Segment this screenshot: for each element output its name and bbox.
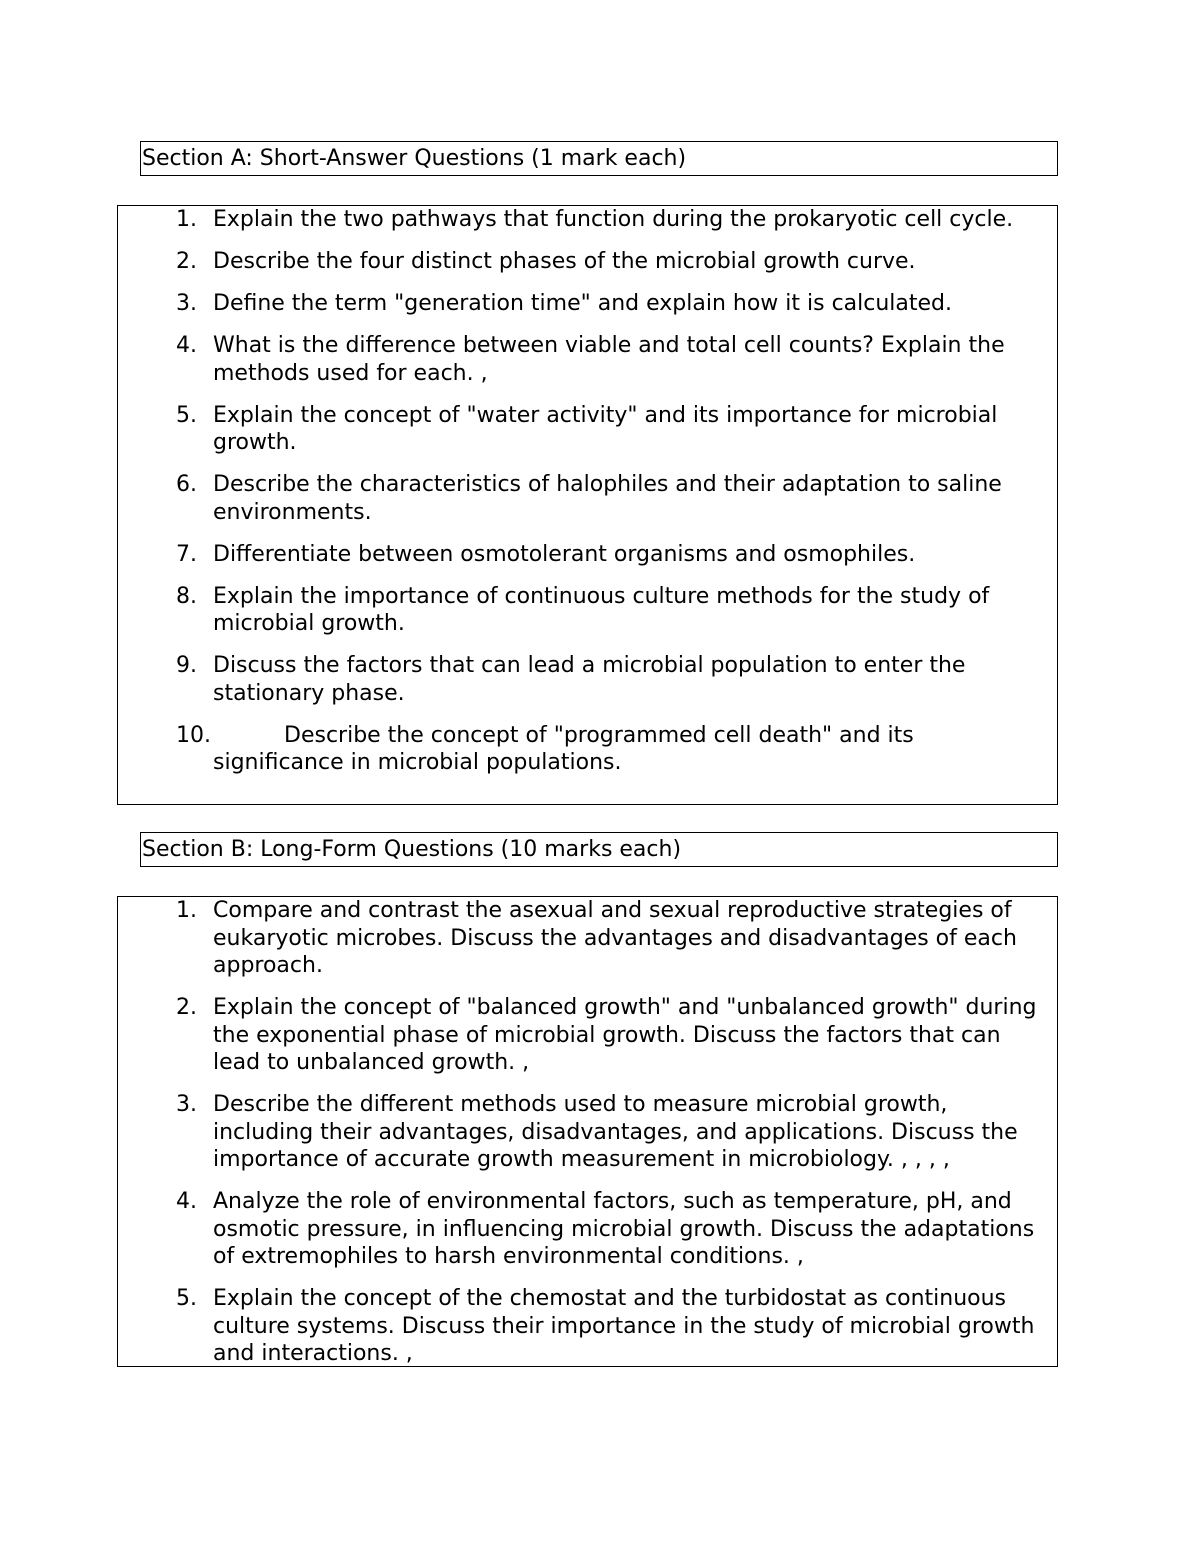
question-number: 8. [176, 583, 197, 609]
question-text: Compare and contrast the asexual and sexual reproductive strategies of eukaryotic microbes. Discuss the advantages and disadvantages of each approach. [213, 898, 1017, 978]
section-a-questions [117, 205, 1058, 805]
question-number: 10. [176, 722, 211, 748]
question-item [118, 332, 1057, 387]
question-text: Describe the concept of "programmed cell death" and its significance in microbial populations. [213, 722, 914, 775]
question-number: 9. [176, 653, 197, 678]
question-item [118, 583, 1057, 638]
question-text: Define the term "generation time" and explain how it is calculated. [213, 291, 953, 316]
question-number: 6. [176, 472, 197, 497]
question-number: 7. [176, 541, 197, 567]
question-item [118, 1188, 1057, 1271]
question-number: 5. [176, 1286, 197, 1311]
question-number: 5. [176, 402, 197, 428]
question-number: 1. [176, 207, 197, 232]
question-number: 2. [176, 995, 197, 1020]
question-text: Differentiate between osmotolerant organisms and osmophiles. [213, 541, 916, 567]
question-text: Explain the importance of continuous culture methods for the study of microbial growth. [213, 583, 990, 636]
question-text: Describe the four distinct phases of the microbial growth curve. [213, 249, 916, 274]
question-number: 3. [176, 1092, 197, 1117]
question-number: 2. [176, 249, 197, 274]
question-item [118, 652, 1057, 707]
question-text: Explain the concept of "water activity" and its importance for microbial growth. [213, 402, 998, 455]
question-number: 1. [176, 898, 197, 923]
section-a-question-list [118, 206, 1057, 777]
section-b-question-list [118, 897, 1057, 1367]
question-text: Explain the concept of the chemostat and the turbidostat as continuous culture systems. Discuss their importance in the study of microbial growth and interactions. , [213, 1286, 1035, 1366]
question-item [118, 471, 1057, 526]
question-text: Explain the two pathways that function during the prokaryotic cell cycle. [213, 207, 1014, 232]
question-item [118, 541, 1057, 569]
question-text: Describe the characteristics of halophiles and their adaptation to saline environments. [213, 472, 1002, 525]
question-number: 4. [176, 1189, 197, 1214]
question-text: Explain the concept of "balanced growth" and "unbalanced growth" during the exponential phase of microbial growth. Discuss the factors that can lead to unbalanced growth. , [213, 995, 1037, 1075]
question-text: Describe the different methods used to measure microbial growth, including their advantages, disadvantages, and applications. Discuss the importance of accurate growth measurement in microbiology. , , , , [213, 1092, 1018, 1172]
question-item [118, 994, 1057, 1077]
question-number: 3. [176, 291, 197, 316]
question-item [118, 1285, 1057, 1367]
question-item [118, 897, 1057, 980]
question-item [118, 402, 1057, 457]
question-item [118, 206, 1057, 234]
question-item [118, 290, 1057, 318]
section-b-questions [117, 896, 1058, 1367]
question-item [118, 722, 1057, 777]
section-b-heading: Section B: Long-Form Questions (10 marks each) [140, 832, 1058, 867]
question-text: What is the difference between viable and total cell counts? Explain the methods used for each. , [213, 333, 1005, 386]
question-number: 4. [176, 333, 197, 358]
question-item [118, 1091, 1057, 1174]
question-item [118, 248, 1057, 276]
question-text: Analyze the role of environmental factors, such as temperature, pH, and osmotic pressure, in influencing microbial growth. Discuss the adaptations of extremophiles to harsh environmental conditions. , [213, 1189, 1035, 1269]
question-text: Discuss the factors that can lead a microbial population to enter the stationary phase. [213, 653, 966, 706]
section-a-heading: Section A: Short-Answer Questions (1 mark each) [140, 141, 1058, 176]
